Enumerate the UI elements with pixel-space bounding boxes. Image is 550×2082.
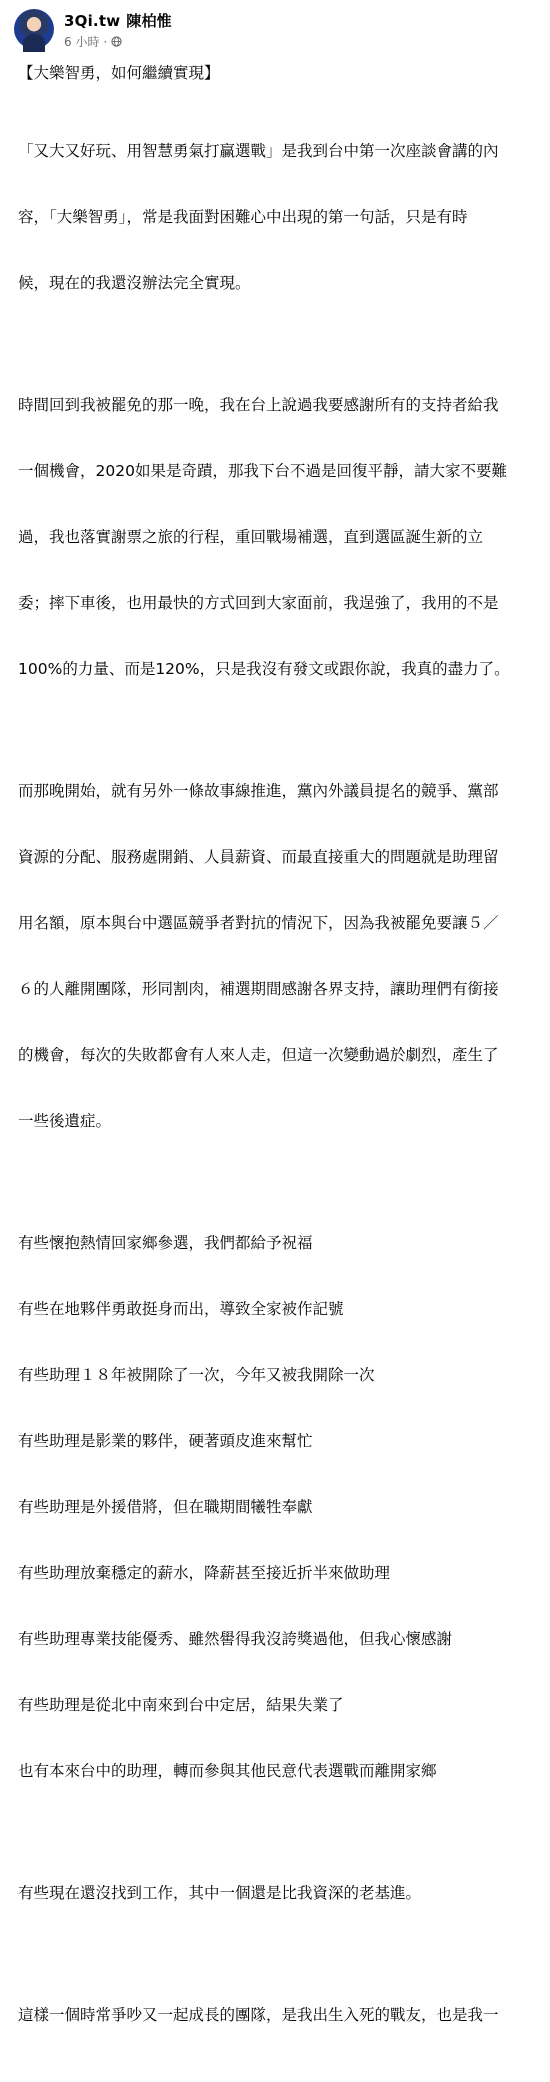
text-line: 有些助理放棄穩定的薪水，降薪甚至接近折半來做助理 bbox=[18, 1564, 391, 1582]
author-handle[interactable]: 3Qi.tw bbox=[64, 12, 121, 30]
text-line: 有些助理是外援借將，但在職期間犧牲奉獻 bbox=[18, 1498, 313, 1516]
post-header bbox=[0, 0, 550, 58]
text-line: 而那晚開始，就有另外一條故事線推進，黨內外議員提名的競爭、黨部 bbox=[18, 782, 499, 800]
text-line: 有些懷抱熱情回家鄉參選，我們都給予祝福 bbox=[18, 1234, 313, 1252]
post-body bbox=[18, 62, 538, 2082]
text-line: 一個機會，2020如果是奇蹟，那我下台不過是回復平靜，請大家不要難 bbox=[18, 462, 507, 480]
post-meta bbox=[64, 33, 122, 50]
text-line: 用名額，原本與台中選區競爭者對抗的情況下，因為我被罷免要讓５／ bbox=[18, 914, 499, 932]
text-line: 有些現在還沒找到工作，其中一個還是比我資深的老基進。 bbox=[18, 1884, 422, 1902]
globe-icon bbox=[111, 36, 122, 47]
author-display-name[interactable]: 陳柏惟 bbox=[126, 12, 172, 30]
post-title: 【大樂智勇，如何繼續實現】 bbox=[18, 64, 220, 82]
text-line: 資源的分配、服務處開銷、人員薪資、而最直接重大的問題就是助理留 bbox=[18, 848, 499, 866]
paragraph-1 bbox=[18, 96, 538, 338]
text-line: ６的人離開團隊，形同割肉，補選期間感謝各界支持，讓助理們有銜接 bbox=[18, 980, 499, 998]
paragraph-5 bbox=[18, 1838, 538, 1948]
text-line: 委；摔下車後，也用最快的方式回到大家面前，我逞強了，我用的不是 bbox=[18, 594, 499, 612]
text-line: 有些助理是影業的夥伴，硬著頭皮進來幫忙 bbox=[18, 1432, 313, 1450]
text-line: 候，現在的我還沒辦法完全實現。 bbox=[18, 274, 251, 292]
text-line: 「又大又好玩、用智慧勇氣打贏選戰」是我到台中第一次座談會講的內 bbox=[18, 142, 499, 160]
text-line: 時間回到我被罷免的那一晚，我在台上說過我要感謝所有的支持者給我 bbox=[18, 396, 499, 414]
text-line: 有些助理１８年被開除了一次，今年又被我開除一次 bbox=[18, 1366, 375, 1384]
text-line: 一些後遺症。 bbox=[18, 1112, 112, 1130]
paragraph-4 bbox=[18, 1188, 538, 1826]
author-name[interactable] bbox=[64, 10, 178, 31]
paragraph-3 bbox=[18, 736, 538, 1176]
author-avatar[interactable] bbox=[14, 9, 54, 49]
text-line: 100%的力量、而是120%，只是我沒有發文或跟你說，我真的盡力了。 bbox=[18, 660, 510, 678]
text-line: 過，我也落實謝票之旅的行程，重回戰場補選，直到選區誕生新的立 bbox=[18, 528, 484, 546]
post-time[interactable]: 6 小時 bbox=[64, 35, 100, 49]
text-line: 的機會，每次的失敗都會有人來人走，但這一次變動過於劇烈，產生了 bbox=[18, 1046, 499, 1064]
text-line: 容，「大樂智勇」，常是我面對困難心中出現的第一句話，只是有時 bbox=[18, 208, 468, 226]
text-line: 有些在地夥伴勇敢挺身而出，導致全家被作記號 bbox=[18, 1300, 344, 1318]
meta-separator: · bbox=[103, 34, 108, 49]
text-line: 也有本來台中的助理，轉而參與其他民意代表選戰而離開家鄉 bbox=[18, 1762, 437, 1780]
text-line: 有些助理是從北中南來到台中定居，結果失業了 bbox=[18, 1696, 344, 1714]
text-line: 這樣一個時常爭吵又一起成長的團隊，是我出生入死的戰友，也是我一 bbox=[18, 2006, 499, 2024]
paragraph-6 bbox=[18, 1960, 538, 2070]
paragraph-2 bbox=[18, 350, 538, 724]
text-line: 有些助理專業技能優秀、雖然嚳得我沒誇獎過他，但我心懷感謝 bbox=[18, 1630, 453, 1648]
